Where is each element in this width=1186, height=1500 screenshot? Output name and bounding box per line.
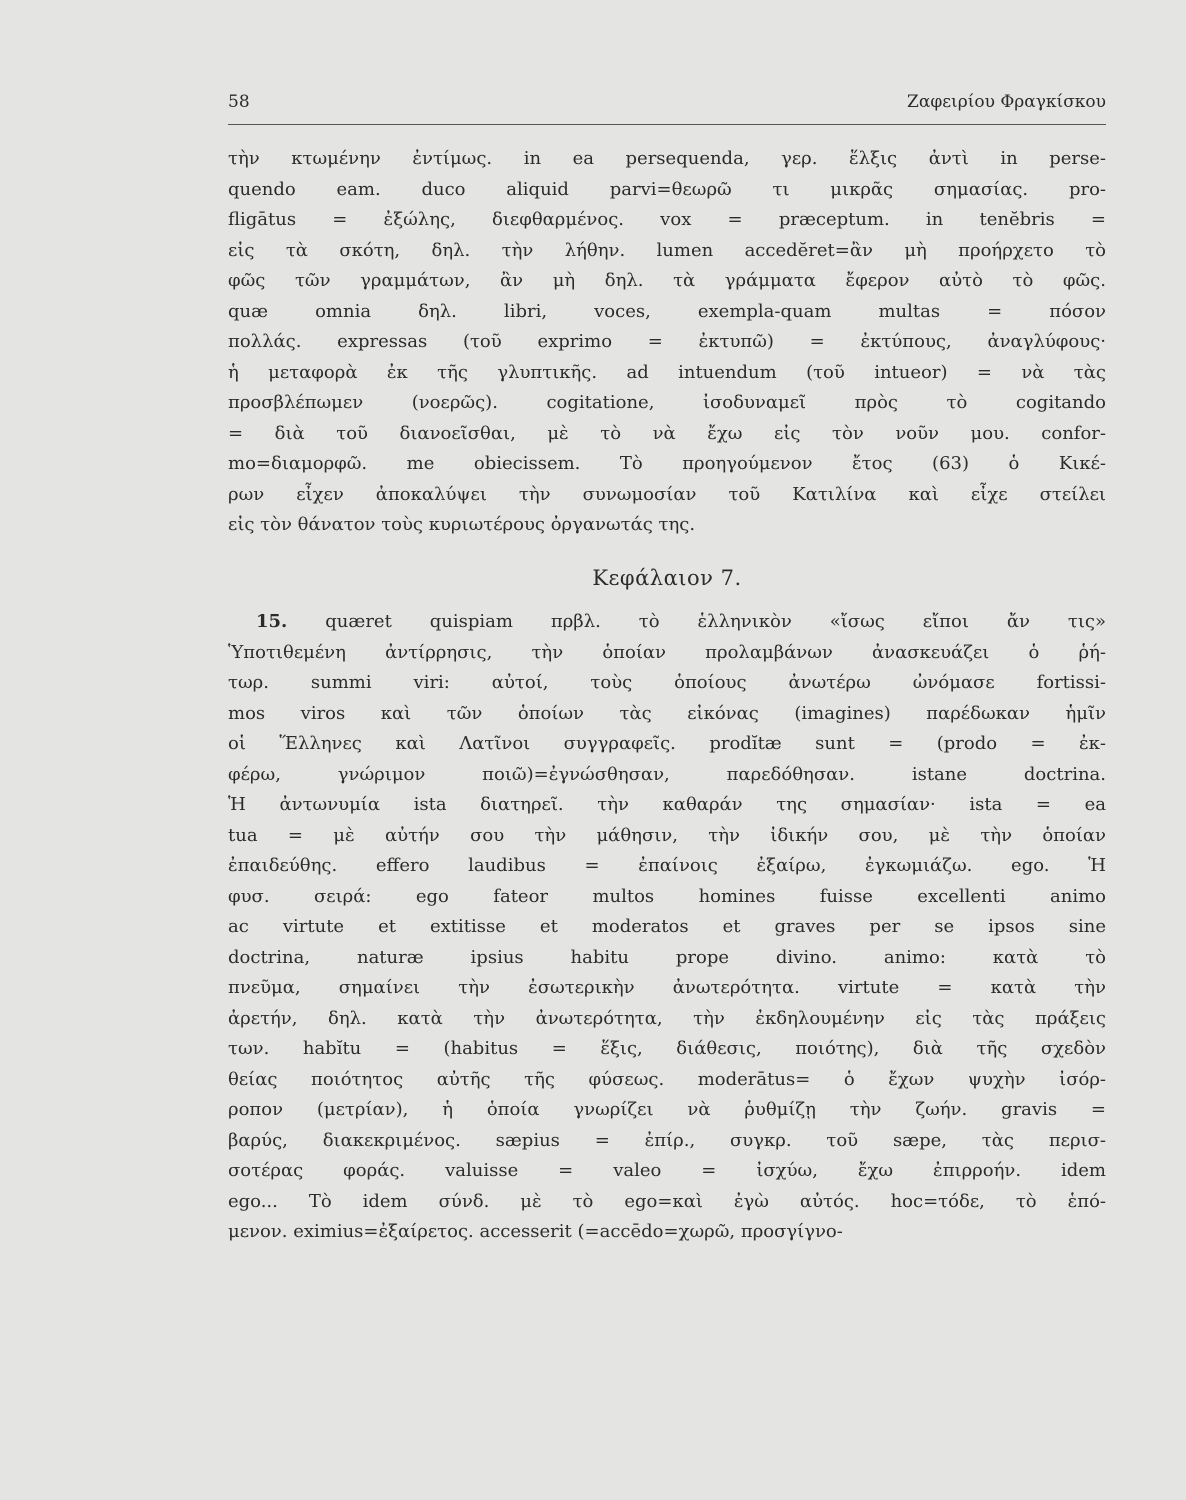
text-line: ροπον (μετρίαν), ἡ ὁποία γνωρίζει νὰ ῥυθμίζῃ τὴν ζωήν. gravis =	[228, 1099, 1106, 1120]
text-line: Ἡ ἀντωνυμία ista διατηρεῖ. τὴν καθαράν της σημασίαν· ista = ea	[228, 794, 1106, 815]
text-line: ἡ μεταφορὰ ἐκ τῆς γλυπτικῆς. ad intuendum (τοῦ intueor) = νὰ τὰς	[228, 361, 1106, 383]
text-line: Ὑποτιθεμένη ἀντίρρησις, τὴν ὁποίαν προλαμβάνων ἀνασκευάζει ὁ ῥή-	[228, 641, 1106, 663]
text-line: τωρ. summi viri: αὐτοί, τοὺς ὁποίους ἀνωτέρω ὠνόμασε fortissi-	[228, 672, 1106, 693]
text-line: = διὰ τοῦ διανοεῖσθαι, μὲ τὸ νὰ ἔχω εἰς τὸν νοῦν μου. confor-	[228, 422, 1106, 444]
text-line: ρων εἶχεν ἀποκαλύψει τὴν συνωμοσίαν τοῦ Κατιλίνα καὶ εἶχε στείλει	[228, 483, 1106, 505]
text-line: τὴν κτωμένην ἐντίμως. in ea persequenda, γερ. ἕλξις ἀντὶ in perse-	[228, 148, 1106, 169]
text-line-content: quæret quispiam πρβλ. τὸ ἑλληνικὸν «ἴσως εἴποι ἄν τις»	[325, 611, 1106, 632]
text-line: tua = μὲ αὐτήν σου τὴν μάθησιν, τὴν ἰδικήν σου, μὲ τὴν ὁποίαν	[228, 824, 1106, 846]
text-line: ego... Τὸ idem σύνδ. μὲ τὸ ego=καὶ ἐγὼ αὐτός. hoc=τόδε, τὸ ἑπό-	[228, 1190, 1106, 1212]
text-line: ἐπαιδεύθης. effero laudibus = ἐπαίνοις ἐξαίρω, ἐγκωμιάζω. ego. Ἡ	[228, 855, 1106, 876]
text-line: μενον. eximius=ἐξαίρετος. accesserit (=accēdo=χωρῶ, προσγίγνο-	[228, 1221, 843, 1242]
text-line: mos viros καὶ τῶν ὁποίων τὰς εἰκόνας (imagines) παρέδωκαν ἡμῖν	[228, 702, 1106, 724]
page-number: 58	[228, 92, 250, 112]
text-line: φέρω, γνώριμον ποιῶ)=ἐγνώσθησαν, παρεδόθησαν. istane doctrina.	[228, 763, 1106, 785]
body-text	[228, 144, 1106, 1248]
text-line: φυσ. σειρά: ego fateor multos homines fuisse excellenti animo	[228, 885, 1106, 907]
chapter-title: Κεφάλαιον 7.	[592, 565, 742, 590]
header-rule	[228, 124, 1106, 125]
text-line: εἰς τὰ σκότη, δηλ. τὴν λήθην. lumen accedĕret=ἂν μὴ προήρχετο τὸ	[228, 239, 1106, 261]
text-line: πολλάς. expressas (τοῦ exprimo = ἐκτυπῶ) = ἐκτύπους, ἀναγλύφους·	[228, 331, 1106, 352]
text-line: ἀρετήν, δηλ. κατὰ τὴν ἀνωτερότητα, τὴν ἐκδηλουμένην εἰς τὰς πράξεις	[228, 1007, 1106, 1029]
text-line: βαρύς, διακεκριμένος. sæpius = ἐπίρ., συγκρ. τοῦ sæpe, τὰς περισ-	[228, 1129, 1106, 1151]
section-15	[228, 607, 1106, 1248]
text-line: mo=διαμορφῶ. me obiecissem. Τὸ προηγούμενον ἔτος (63) ὁ Κικέ-	[228, 453, 1106, 474]
text-line: doctrina, naturæ ipsius habitu prope divino. animo: κατὰ τὸ	[228, 946, 1106, 968]
page-header	[228, 92, 1106, 118]
running-title: Ζαφειρίου Φραγκίσκου	[907, 92, 1106, 112]
text-line: quæ omnia δηλ. libri, voces, exempla-quam multas = πόσον	[228, 300, 1106, 322]
section-number: 15.	[256, 611, 288, 632]
text-line: σοτέρας φοράς. valuisse = valeo = ἰσχύω, ἔχω ἐπιρροήν. idem	[228, 1160, 1106, 1181]
text-line: quendo eam. duco aliquid parvi=θεωρῶ τι μικρᾶς σημασίας. pro-	[228, 178, 1106, 200]
text-line: θείας ποιότητος αὐτῆς τῆς φύσεως. moderātus= ὁ ἔχων ψυχὴν ἰσόρ-	[228, 1068, 1106, 1090]
text-line: φῶς τῶν γραμμάτων, ἂν μὴ δηλ. τὰ γράμματα ἔφερον αὐτὸ τὸ φῶς.	[228, 270, 1106, 291]
text-line: πνεῦμα, σημαίνει τὴν ἐσωτερικὴν ἀνωτερότητα. virtute = κατὰ τὴν	[228, 977, 1106, 998]
text-line: εἰς τὸν θάνατον τοὺς κυριωτέρους ὀργανωτάς της.	[228, 514, 696, 535]
text-line: οἱ Ἕλληνες καὶ Λατῖνοι συγγραφεῖς. prodĭtæ sunt = (prodo = ἐκ-	[228, 733, 1106, 754]
text-line: ac virtute et extitisse et moderatos et graves per se ipsos sine	[228, 916, 1106, 937]
text-line: των. habĭtu = (habitus = ἕξις, διάθεσις, ποιότης), διὰ τῆς σχεδὸν	[228, 1038, 1106, 1059]
text-line: fligātus = ἐξώλης, διεφθαρμένος. vox = præceptum. in tenĕbris =	[228, 209, 1106, 230]
text-line: προσβλέπωμεν (νοερῶς). cogitatione, ἰσοδυναμεῖ πρὸς τὸ cogitando	[228, 392, 1106, 413]
text-line	[228, 607, 1106, 638]
paragraph-continued	[228, 144, 1106, 541]
